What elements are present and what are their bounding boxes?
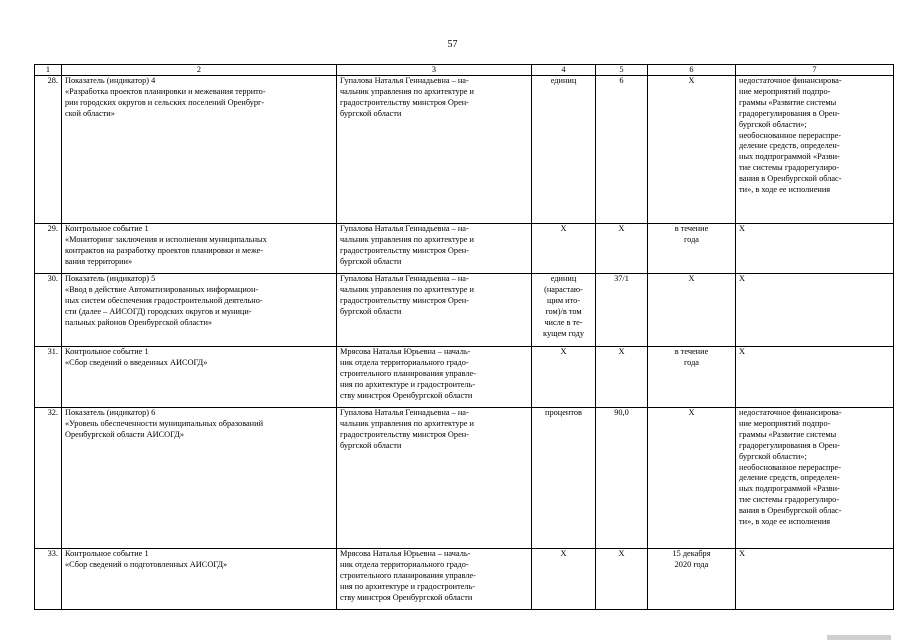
header-cell: 6 (648, 65, 736, 76)
table-row (35, 76, 894, 224)
responsible-cell (337, 347, 532, 408)
value-cell (596, 549, 648, 610)
value-cell (596, 76, 648, 224)
cell-line: Х (739, 274, 745, 283)
cell-line: числе в те- (544, 317, 583, 327)
cell-line: строительного планирования управле- (340, 570, 476, 580)
header-cell: 7 (736, 65, 894, 76)
cell-line: Х (739, 549, 745, 558)
responsible-cell (337, 549, 532, 610)
cell-line: деление средств, определен- (739, 141, 840, 151)
cell-line: года (683, 357, 699, 367)
term-cell (648, 274, 736, 347)
cell-line: единиц (550, 274, 577, 283)
cell-line: ник отдела территориального градо- (340, 559, 469, 569)
cell-line: «Ввод в действие Автоматизированных информацион- (65, 284, 259, 294)
term-cell (648, 549, 736, 610)
value-cell (596, 274, 648, 347)
cell-line: 37/1 (614, 274, 629, 283)
cell-line: необоснованное перераспре- (739, 130, 841, 140)
cell-line: недостаточное финансирова- (739, 76, 842, 85)
value-cell (596, 408, 648, 549)
cell-line: Оренбургской области АИСОГД» (65, 429, 185, 439)
cell-line: тие системы градорегулиро- (739, 495, 840, 505)
row-number-cell: 31. (35, 347, 62, 408)
cell-line: Х (739, 224, 745, 233)
term-cell (648, 408, 736, 549)
responsible-cell (337, 76, 532, 224)
row-number-cell: 29. (35, 224, 62, 274)
cell-line: рии городских округов и сельских поселений Оренбург- (65, 97, 265, 107)
cell-line: бургской области»; (739, 119, 807, 129)
unit-cell (532, 224, 596, 274)
table-row (35, 347, 894, 408)
cell-line: бургской области (340, 256, 402, 266)
indicator-cell (62, 408, 337, 549)
table-header-row (35, 65, 894, 76)
cell-line: контрактов на разработку проектов планировки и меже- (65, 245, 264, 255)
cell-line: чальник управления по архитектуре и (340, 86, 474, 96)
header-cell: 4 (532, 65, 596, 76)
cell-line: кущем году (543, 328, 584, 338)
responsible-cell (337, 408, 532, 549)
cell-line: ству минстроя Оренбургской области (340, 592, 473, 602)
value-cell (596, 347, 648, 408)
cell-line: ных систем обеспечения градостроительной деятельно- (65, 295, 263, 305)
cell-line: Контрольное событие 1 (65, 549, 149, 558)
cell-line: вания в Оренбургской облас- (739, 174, 842, 184)
cell-line: бургской области»; (739, 451, 807, 461)
value-cell (596, 224, 648, 274)
page-number: 57 (447, 39, 458, 50)
row-number-cell: 28. (35, 76, 62, 224)
term-cell (648, 347, 736, 408)
cell-line: вания территории» (65, 256, 133, 266)
header-cell: 5 (596, 65, 648, 76)
cell-line: ству минстроя Оренбургской области (340, 390, 473, 400)
cell-line: «Разработка проектов планировки и межевания террито- (65, 86, 266, 96)
cell-line: бургской области (340, 306, 402, 316)
indicator-cell (62, 274, 337, 347)
table-row (35, 408, 894, 549)
unit-cell (532, 274, 596, 347)
cell-line: в течение (674, 347, 709, 356)
cell-line: Гупалова Наталья Геннадьевна – на- (340, 76, 469, 85)
indicator-cell (62, 347, 337, 408)
note-cell (736, 76, 894, 224)
cell-line: Гупалова Наталья Геннадьевна – на- (340, 224, 469, 233)
table-row (35, 549, 894, 610)
cell-line: чальник управления по архитектуре и (340, 284, 474, 294)
cell-line: 15 декабря (672, 549, 711, 558)
cell-line: Х (560, 347, 567, 356)
cell-line: градостроительству минстроя Орен- (340, 429, 469, 439)
indicator-cell (62, 549, 337, 610)
cell-line: Х (618, 549, 625, 558)
cell-line: пальных районов Оренбургской области» (65, 317, 213, 327)
cell-line: щим ито- (546, 295, 581, 305)
cell-line: Х (560, 549, 567, 558)
cell-line: Х (688, 274, 695, 283)
row-number-cell: 33. (35, 549, 62, 610)
cell-line: Контрольное событие 1 (65, 224, 149, 233)
cell-line: «Мониторинг заключения и исполнения муниципальных (65, 234, 267, 244)
indicator-cell (62, 76, 337, 224)
cell-line: Х (618, 347, 625, 356)
cell-line: процентов (545, 408, 582, 417)
cell-line: 6 (619, 76, 624, 85)
cell-line: Х (560, 224, 567, 233)
cell-line: единиц (550, 76, 577, 85)
cell-line: Контрольное событие 1 (65, 347, 149, 356)
table-row (35, 274, 894, 347)
term-cell (648, 224, 736, 274)
unit-cell (532, 347, 596, 408)
cell-line: ник отдела территориального градо- (340, 357, 469, 367)
cell-line: бургской области (340, 108, 402, 118)
term-cell (648, 76, 736, 224)
cell-line: гом)/в том (545, 306, 582, 316)
cell-line: чальник управления по архитектуре и (340, 418, 474, 428)
cell-line: Гупалова Наталья Геннадьевна – на- (340, 274, 469, 283)
cell-line: чальник управления по архитектуре и (340, 234, 474, 244)
cell-line: ти», в ходе ее исполнения (739, 517, 831, 527)
cell-line: Х (688, 76, 695, 85)
cell-line: «Сбор сведений о подготовленных АИСОГД» (65, 559, 228, 569)
unit-cell (532, 549, 596, 610)
scan-edge-mark (827, 635, 891, 640)
cell-line: Гупалова Наталья Геннадьевна – на- (340, 408, 469, 417)
responsible-cell (337, 224, 532, 274)
cell-line: в течение (674, 224, 709, 233)
cell-line: ния по архитектуре и градостроитель- (340, 581, 476, 591)
cell-line: Х (618, 224, 625, 233)
header-cell: 3 (337, 65, 532, 76)
cell-line: (нарастаю- (544, 284, 583, 294)
cell-line: 2020 года (674, 559, 709, 569)
cell-line: Х (739, 347, 745, 356)
cell-line: граммы «Развитие системы (739, 429, 837, 439)
cell-line: необоснованное перераспре- (739, 462, 841, 472)
note-cell (736, 549, 894, 610)
cell-line: сти (далее – АИСОГД) городских округов и муници- (65, 306, 252, 316)
cell-line: градостроительству минстроя Орен- (340, 245, 469, 255)
note-cell (736, 408, 894, 549)
cell-line: бургской области (340, 440, 402, 450)
row-number-cell: 30. (35, 274, 62, 347)
indicator-cell (62, 224, 337, 274)
cell-line: года (683, 234, 699, 244)
cell-line: «Уровень обеспеченности муниципальных образований (65, 418, 264, 428)
cell-line: ской области» (65, 108, 115, 118)
cell-line: ных подпрограммой «Разви- (739, 152, 840, 162)
cell-line: Х (688, 408, 695, 417)
note-cell (736, 224, 894, 274)
table-row (35, 224, 894, 274)
cell-line: Показатель (индикатор) 4 (65, 76, 156, 85)
note-cell (736, 347, 894, 408)
cell-line: деление средств, определен- (739, 473, 840, 483)
unit-cell (532, 76, 596, 224)
cell-line: градостроительству минстроя Орен- (340, 295, 469, 305)
header-cell: 1 (35, 65, 62, 76)
cell-line: ных подпрограммой «Разви- (739, 484, 840, 494)
cell-line: строительного планирования управле- (340, 368, 476, 378)
cell-line: недостаточное финансирова- (739, 408, 842, 417)
header-cell: 2 (62, 65, 337, 76)
row-number-cell: 32. (35, 408, 62, 549)
cell-line: ния по архитектуре и градостроитель- (340, 379, 476, 389)
cell-line: градорегулирования в Орен- (739, 440, 840, 450)
cell-line: ти», в ходе ее исполнения (739, 185, 831, 195)
cell-line: Мрясова Наталья Юрьевна – началь- (340, 549, 471, 558)
note-cell (736, 274, 894, 347)
table-body (35, 65, 894, 610)
cell-line: «Сбор сведений о введенных АИСОГД» (65, 357, 208, 367)
cell-line: тие системы градорегулиро- (739, 163, 840, 173)
cell-line: градорегулирования в Орен- (739, 108, 840, 118)
cell-line: Показатель (индикатор) 5 (65, 274, 156, 283)
indicators-table (34, 64, 894, 610)
cell-line: ние мероприятий подпро- (739, 86, 831, 96)
cell-line: Показатель (индикатор) 6 (65, 408, 156, 417)
cell-line: ние мероприятий подпро- (739, 418, 831, 428)
cell-line: градостроительству минстроя Орен- (340, 97, 469, 107)
responsible-cell (337, 274, 532, 347)
cell-line: вания в Оренбургской облас- (739, 506, 842, 516)
unit-cell (532, 408, 596, 549)
cell-line: Мрясова Наталья Юрьевна – началь- (340, 347, 471, 356)
cell-line: 90,0 (614, 408, 629, 417)
cell-line: граммы «Развитие системы (739, 97, 837, 107)
